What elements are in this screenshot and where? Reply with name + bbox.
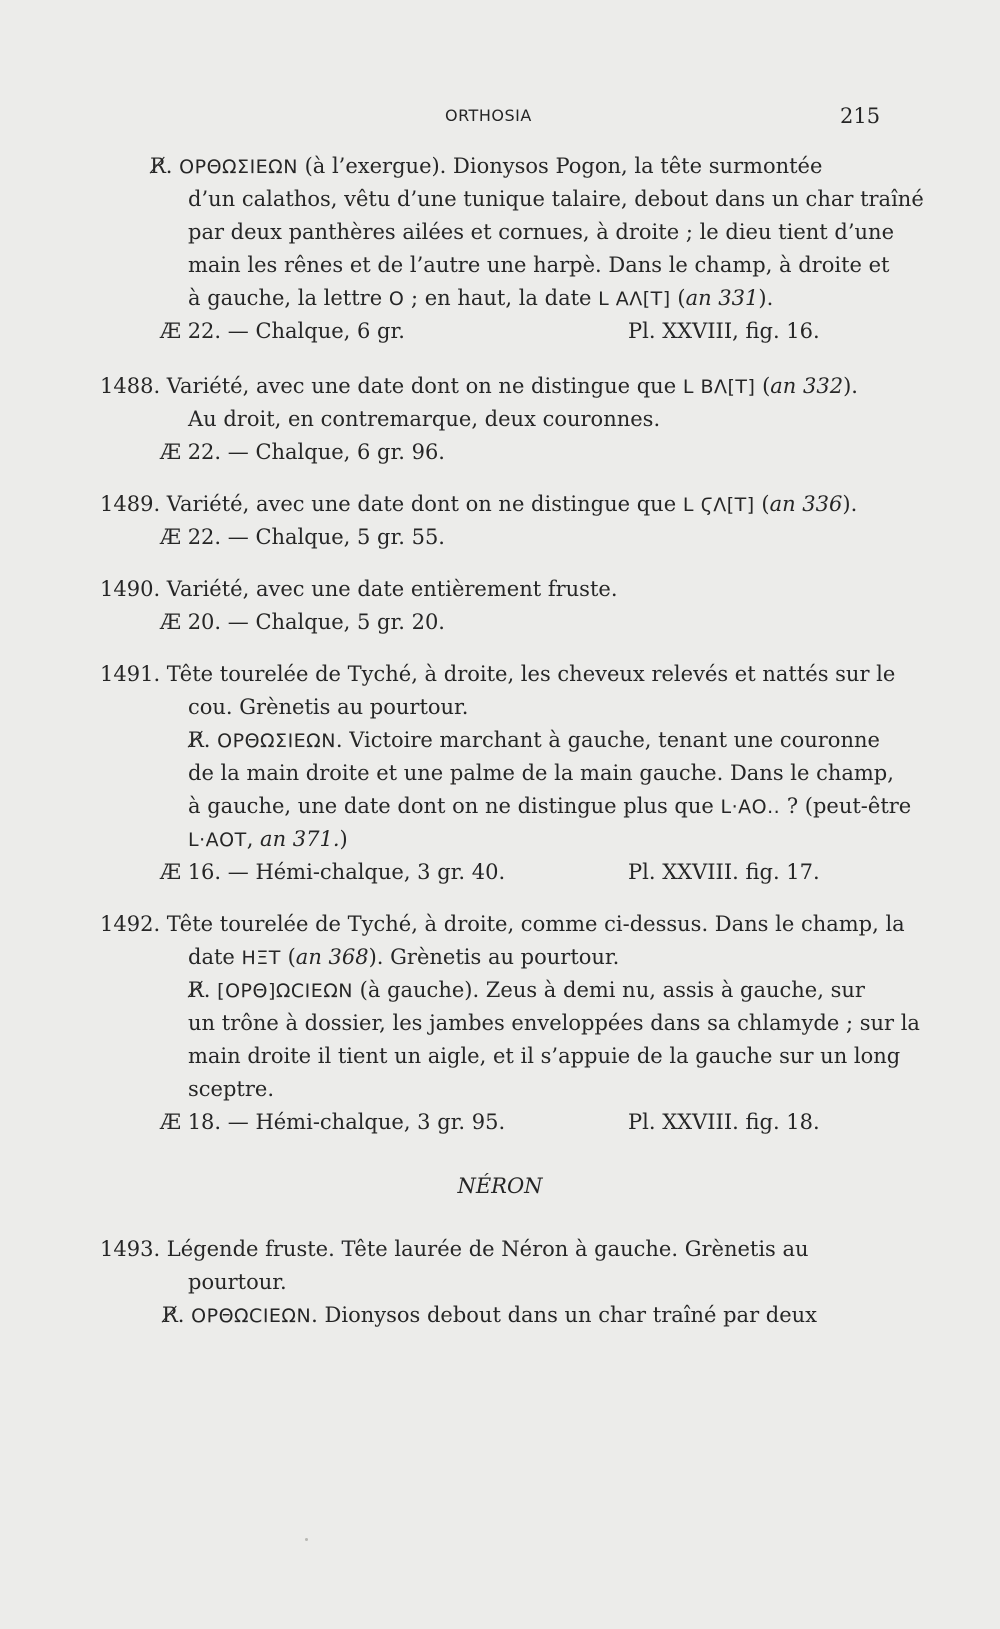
text-line	[188, 216, 894, 249]
text-line	[188, 757, 894, 790]
italic-text: an 371.	[260, 827, 340, 851]
text-line	[100, 573, 618, 606]
text-run: Æ 20. — Chalque, 5 gr. 20.	[160, 610, 445, 634]
text-line	[150, 150, 822, 184]
text-run: d’un calathos, vêtu d’une tunique talaire, debout dans un char traîné	[188, 187, 924, 211]
text-line	[160, 436, 445, 469]
text-line	[100, 908, 905, 941]
text-line	[188, 282, 773, 316]
text-run: (	[670, 286, 686, 310]
text-line	[188, 974, 865, 1008]
greek-legend: O	[388, 288, 405, 310]
italic-text: an 331	[685, 286, 759, 310]
greek-legend: L ΒΛ[Τ]	[682, 376, 756, 398]
text-line	[188, 249, 890, 282]
italic-text: NÉRON	[457, 1174, 543, 1198]
text-line	[188, 1040, 900, 1073]
text-run: main les rênes et de l’autre une harpè. Dans le champ, à droite et	[188, 253, 890, 277]
text-run: main droite il tient un aigle, et il s’appuie de la gauche sur un long	[188, 1044, 901, 1068]
text-run: 1489. Variété, avec une date dont on ne distingue que	[100, 492, 683, 516]
text-run: 1492. Tête tourelée de Tyché, à droite, comme ci-dessus. Dans le champ, la	[100, 912, 905, 936]
text-run: à gauche, la lettre	[188, 286, 389, 310]
page-number: 215	[840, 104, 881, 128]
text-line	[188, 691, 468, 724]
text-run: de la main droite et une palme de la main gauche. Dans le champ,	[188, 761, 894, 785]
text-run: (	[754, 492, 770, 516]
greek-legend: ΟΡΘΩϹΙΕΩΝ	[191, 1305, 312, 1327]
text-run: ).	[758, 286, 774, 310]
text-run: pourtour.	[188, 1270, 287, 1294]
plate-reference: Pl. XXVIII, fig. 16.	[628, 319, 820, 343]
text-run: date	[188, 945, 242, 969]
text-line	[160, 1106, 505, 1139]
text-run: ).	[843, 374, 858, 398]
text-run: ? (peut-être	[780, 794, 912, 818]
text-run: R̸.	[188, 978, 218, 1002]
text-run: 1490. Variété, avec une date entièrement fruste.	[100, 577, 618, 601]
text-run: sceptre.	[188, 1077, 274, 1101]
text-run: (à l’exergue). Dionysos Pogon, la tête surmontée	[297, 154, 823, 178]
greek-legend: L ΑΛ[Τ]	[598, 288, 671, 310]
text-line	[188, 790, 911, 824]
text-line	[162, 1299, 817, 1333]
greek-legend: L·ΑΟΤ	[188, 829, 247, 851]
text-run: cou. Grènetis au pourtour.	[188, 695, 469, 719]
text-run: Æ 22. — Chalque, 6 gr. 96.	[160, 440, 445, 464]
greek-legend: [ΟΡΘ]ΩϹΙΕΩΝ	[217, 980, 353, 1002]
text-line	[188, 1073, 274, 1106]
text-line	[160, 606, 445, 639]
text-run: 1493. Légende fruste. Tête laurée de Néron à gauche. Grènetis au	[100, 1237, 809, 1261]
text-run: ; en haut, la date	[404, 286, 599, 310]
text-run: Æ 22. — Chalque, 5 gr. 55.	[160, 525, 445, 549]
text-run: Au droit, en contremarque, deux couronnes.	[188, 407, 661, 431]
greek-legend: L·ΑΟ..	[720, 796, 781, 818]
text-run: par deux panthères ailées et cornues, à droite ; le dieu tient d’une	[188, 220, 894, 244]
text-run: un trône à dossier, les jambes enveloppées dans sa chlamyde ; sur la	[188, 1011, 920, 1035]
text-run: ,	[246, 827, 261, 851]
text-run: à gauche, une date dont on ne distingue plus que	[188, 794, 721, 818]
text-line	[160, 856, 505, 889]
text-line	[188, 724, 880, 758]
text-line	[188, 823, 348, 857]
text-run: (	[280, 945, 296, 969]
text-run: . Dionysos debout dans un char traîné par deux	[311, 1303, 818, 1327]
text-run: Æ 18. — Hémi-chalque, 3 gr. 95.	[160, 1110, 506, 1134]
italic-text: an 332	[770, 374, 844, 398]
text-run: R̸.	[162, 1303, 192, 1327]
text-run: ). Grènetis au pourtour.	[368, 945, 620, 969]
plate-reference: Pl. XXVIII. fig. 18.	[628, 1110, 820, 1134]
text-line	[100, 658, 895, 691]
text-line	[188, 1007, 920, 1040]
text-run: (à gauche). Zeus à demi nu, assis à gauche, sur	[353, 978, 865, 1002]
text-run: . Victoire marchant à gauche, tenant une couronne	[335, 728, 880, 752]
text-line	[100, 488, 857, 522]
text-line	[188, 403, 660, 436]
text-run: R̸.	[150, 154, 180, 178]
text-line	[160, 315, 405, 348]
text-line	[188, 183, 924, 216]
paper-speck	[305, 1538, 308, 1541]
text-run: Æ 22. — Chalque, 6 gr.	[160, 319, 405, 343]
text-run: Æ 16. — Hémi-chalque, 3 gr. 40.	[160, 860, 506, 884]
italic-text: an 368	[295, 945, 369, 969]
text-run: (	[755, 374, 771, 398]
greek-legend: ΟΡΘΩΣΙΕΩΝ	[217, 730, 336, 752]
text-line	[188, 941, 619, 975]
text-run: ).	[842, 492, 858, 516]
greek-legend: ΟΡΘΩΣΙΕΩΝ	[179, 156, 298, 178]
text-line	[188, 1266, 287, 1299]
text-line	[160, 521, 445, 554]
text-run: 1491. Tête tourelée de Tyché, à droite, les cheveux relevés et nattés sur le	[100, 662, 896, 686]
text-run: R̸.	[188, 728, 218, 752]
page-header	[0, 104, 1000, 130]
text-run: )	[339, 827, 348, 851]
running-title: ORTHOSIA	[445, 106, 532, 125]
greek-legend: L ϚΛ[Τ]	[682, 494, 755, 516]
section-heading	[0, 1170, 1000, 1203]
text-line	[100, 1233, 809, 1266]
greek-legend: ΗΞΤ	[241, 947, 281, 969]
italic-text: an 336	[769, 492, 843, 516]
plate-reference: Pl. XXVIII. fig. 17.	[628, 860, 820, 884]
text-line	[100, 370, 858, 404]
text-run: 1488. Variété, avec une date dont on ne distingue que	[100, 374, 683, 398]
